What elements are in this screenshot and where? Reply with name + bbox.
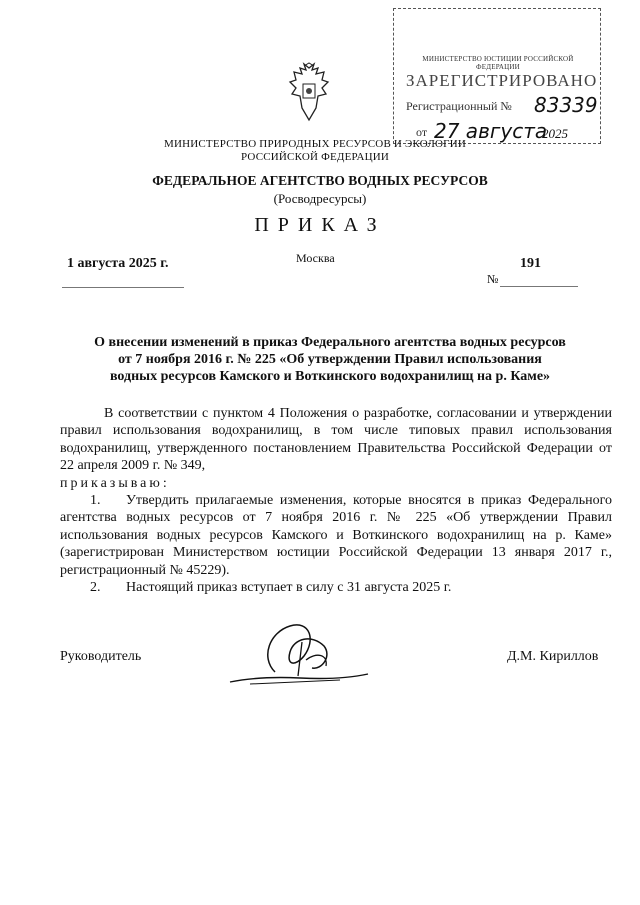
agency-name: ФЕДЕРАЛЬНОЕ АГЕНТСТВО ВОДНЫХ РЕСУРСОВ: [152, 173, 488, 188]
date-underline: [62, 287, 184, 288]
order-body: [60, 405, 612, 596]
agency-short-name: (Росводресурсы): [273, 191, 367, 206]
item-text: Настоящий приказ вступает в силу с 31 августа 2025 г.: [126, 580, 452, 596]
item-number: 2.: [90, 580, 101, 596]
ministry-name: [150, 138, 480, 164]
signatory-name: Д.М. Кириллов: [507, 649, 599, 664]
signatory-role: Руководитель: [60, 649, 142, 664]
order-number-label: №: [487, 272, 499, 286]
order-item: [60, 579, 612, 596]
stamp-date-prefix: от: [416, 125, 428, 139]
subject-line-1: О внесении изменений в приказ Федерального агентства водных ресурсов: [94, 335, 566, 350]
item-text: Утвердить прилагаемые изменения, которые вносятся в приказ Федерального агентства водных ресурсов от 7 ноября 2016 г. № 225 «Об утверждении Правил использования водных ресурсов Камского и Воткинского водохранилищ на р. Каме» (зарегистрирован Министерством юстиции Российской Федерации 13 января 2017 г., регистрационный № 45229).: [60, 493, 612, 578]
registration-stamp: [393, 8, 601, 144]
document-type-title: ПРИКАЗ: [254, 214, 386, 236]
decree-word: приказываю:: [60, 475, 170, 491]
stamp-status: ЗАРЕГИСТРИРОВАНО: [406, 71, 598, 90]
item-number: 1.: [90, 493, 101, 509]
order-subject: [60, 334, 600, 385]
stamp-reg-number: 83339: [534, 93, 598, 117]
stamp-year: 2025: [542, 126, 568, 141]
preamble-paragraph: В соответствии с пунктом 4 Положения о разработке, согласовании и утверждении правил использования водохранилищ, в том числе типовых правил использования водохранилищ, утвержденного постановлением Правительства Российской Федерации от 22 апреля 2009 г. № 349,: [60, 406, 612, 474]
handwritten-signature: [220, 612, 370, 692]
stamp-organization: МИНИСТЕРСТВО ЮСТИЦИИ РОССИЙСКОЙ ФЕДЕРАЦИИ: [422, 55, 574, 71]
coat-of-arms-emblem: [284, 62, 334, 122]
ministry-line-2: РОССИЙСКОЙ ФЕДЕРАЦИИ: [240, 151, 390, 163]
number-underline: [500, 286, 578, 287]
order-city: Москва: [296, 251, 335, 265]
subject-line-3: водных ресурсов Камского и Воткинского водохранилищ на р. Каме»: [109, 369, 551, 384]
stamp-reg-label: Регистрационный №: [406, 99, 512, 113]
order-number: 191: [520, 256, 541, 271]
ministry-line-1: МИНИСТЕРСТВО ПРИРОДНЫХ РЕСУРСОВ И ЭКОЛОГИИ: [163, 138, 467, 150]
order-item: [60, 492, 612, 579]
stamp-date-handwritten: 27 августа: [434, 119, 548, 143]
subject-line-2: от 7 ноября 2016 г. № 225 «Об утверждении Правил использования: [118, 352, 542, 367]
order-date: 1 августа 2025 г.: [67, 256, 169, 271]
